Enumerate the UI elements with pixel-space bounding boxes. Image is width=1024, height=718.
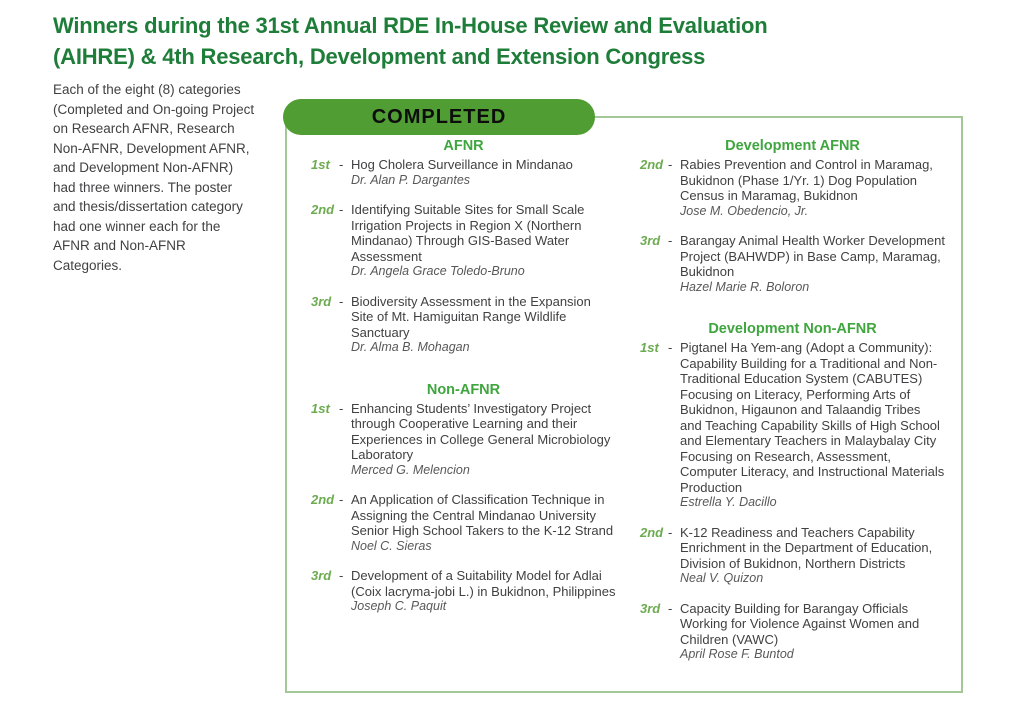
winner-entry [640,525,945,587]
rank-label: 3rd [640,233,661,248]
winner-entry [311,202,616,280]
rank-label: 2nd [311,492,335,507]
rank-label: 1st [311,400,330,416]
winners-column-right [640,138,945,677]
entry-title: Pigtanel Ha Yem-ang (Adopt a Community): Capability Building for a Traditional and Non-Traditional Education System (CABUTES) Focusing on Literacy, Performing Arts of Bukidnon, Higaunon and Talaandig Tribes and Teaching Capability Skills of High School and Elementary Teachers in Malaybalay City Focusing on Research, Assessment, Computer Literacy, and Instructional Materials Production [680,340,945,495]
entry-title: Enhancing Students’ Investigatory Project through Cooperative Learning and their Experiences in College General Microbiology Laboratory [351,400,611,462]
winner-entry [311,294,616,356]
category-heading: AFNR [443,138,484,154]
completed-panel [285,105,963,693]
entry-body [680,601,945,663]
rank-separator: - [668,524,673,540]
category-section [640,321,945,663]
entry-title: Hog Cholera Surveillance in Mindanao [351,157,573,172]
rank-separator: - [339,568,344,583]
winner-entry [640,157,945,219]
rank-label: 2nd [640,157,664,172]
entry-body [351,294,616,356]
rank-label: 3rd [311,568,332,583]
entry-title: K-12 Readiness and Teachers Capability Enrichment in the Department of Education, Division of Bukidnon, Northern Districts [680,524,933,571]
entry-title: Rabies Prevention and Control in Maramag, Bukidnon (Phase 1/Yr. 1) Dog Population Census in Maramag, Bukidnon [680,157,933,203]
entry-body [680,157,945,219]
rank-label: 1st [311,157,330,172]
category-section [311,382,616,615]
rank-label: 2nd [311,202,335,217]
rank-separator: - [668,340,673,355]
rank-separator: - [668,600,673,616]
entry-author: Noel C. Sieras [351,538,432,553]
rank-separator: - [668,233,673,248]
rank-separator: - [668,157,673,172]
entry-body [351,492,616,554]
entry-body [351,401,616,479]
rank-separator: - [339,202,344,217]
winner-entry [640,601,945,663]
entry-author: Merced G. Melencion [351,462,470,477]
category-heading: Non-AFNR [426,381,501,398]
page-title [53,10,984,72]
winner-entry [640,340,945,511]
entry-author: Dr. Alan P. Dargantes [351,172,471,187]
category-heading: Development Non-AFNR [708,321,877,337]
entry-author: Dr. Angela Grace Toledo-Bruno [351,264,525,278]
entry-author: Jose M. Obedencio, Jr. [680,203,809,218]
entry-author: Dr. Alma B. Mohagan [351,340,470,354]
winner-entry [640,233,945,295]
entry-body [680,525,945,587]
entry-title: Biodiversity Assessment in the Expansion Site of Mt. Hamiguitan Range Wildlife Sanctuary [351,293,591,340]
entry-title: Identifying Suitable Sites for Small Scale Irrigation Projects in Region X (Northern Mindanao) Through GIS-Based Water Assessment [351,202,585,264]
entry-body [351,157,616,188]
entry-body [351,202,616,280]
winner-entry [311,568,616,615]
entry-body [680,233,945,295]
entry-body [680,340,945,511]
winner-entry [311,401,616,479]
entry-author: Hazel Marie R. Boloron [680,279,810,294]
winner-entry [311,157,616,188]
entry-title: Capacity Building for Barangay Officials Working for Violence Against Women and Children (VAWC) [680,600,920,647]
rank-separator: - [339,293,344,309]
page-title-line1: Winners during the 31st Annual RDE In-House Review and Evaluation [53,13,768,38]
winners-column-left [311,138,616,677]
rank-separator: - [339,492,344,507]
page-title-line2: (AIHRE) & 4th Research, Development and Extension Congress [53,44,706,69]
entry-author: Neal V. Quizon [680,571,764,585]
intro-paragraph: Each of the eight (8) categories (Completed and On-going Project on Research AFNR, Research Non-AFNR, Development AFNR, and Development Non-AFNR) had three winners. The poster and thesis/dissertation category had one winner each for the AFNR and Non-AFNR Categories. [53,82,255,273]
category-heading: Development AFNR [725,138,860,154]
winners-columns [287,118,961,691]
content-area [0,72,1024,693]
completed-badge: COMPLETED [283,99,595,135]
category-section [311,138,616,356]
winner-entry [311,492,616,554]
category-section [640,138,945,295]
rank-label: 3rd [640,600,661,616]
entry-title: Development of a Suitability Model for Adlai (Coix lacryma-jobi L.) in Bukidnon, Philippines [351,568,616,599]
rank-label: 1st [640,340,659,355]
entry-author: Joseph C. Paquit [351,599,447,613]
rank-separator: - [339,400,344,416]
entry-author: April Rose F. Buntod [680,647,794,661]
rank-label: 3rd [311,293,332,309]
entry-title: An Application of Classification Technique in Assigning the Central Mindanao University Senior High School Takers to the K-12 Strand [351,492,614,538]
entry-author: Estrella Y. Dacillo [680,495,777,509]
rank-separator: - [339,157,344,172]
entry-title: Barangay Animal Health Worker Development Project (BAHWDP) in Base Camp, Maramag, Bukidnon [680,233,945,279]
rank-label: 2nd [640,524,664,540]
entry-body [351,568,616,615]
